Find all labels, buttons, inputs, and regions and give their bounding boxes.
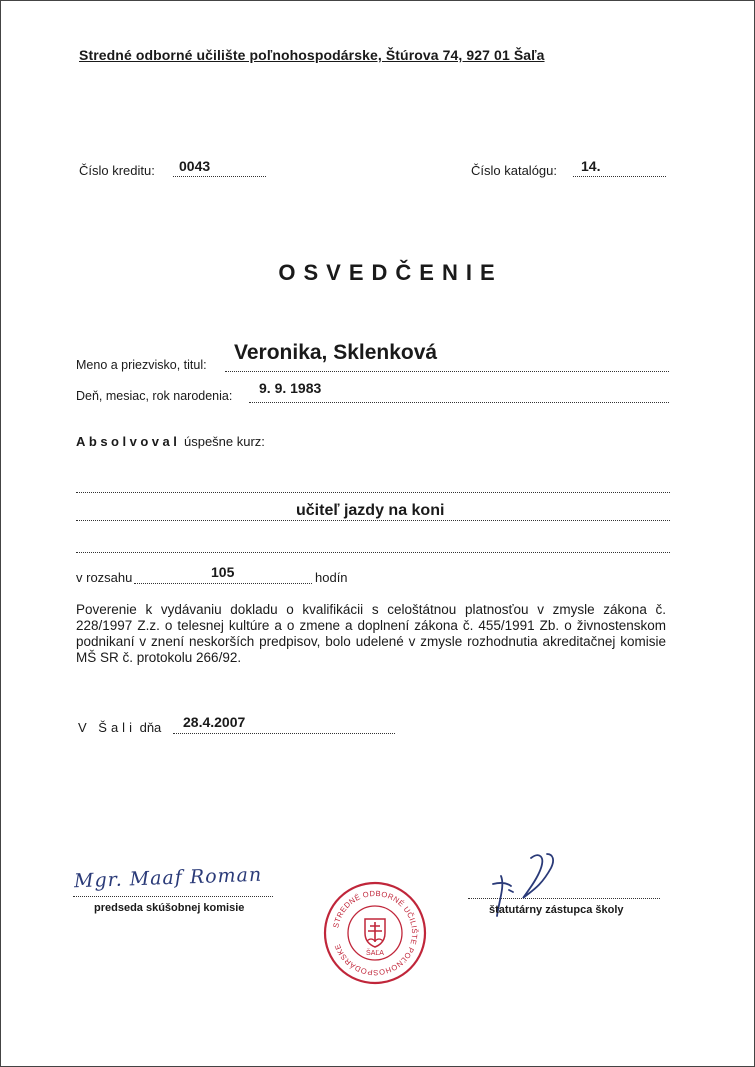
left-signature-line <box>73 896 273 897</box>
catalog-value: 14. <box>581 158 601 174</box>
school-stamp <box>323 881 427 985</box>
scope-value: 105 <box>211 564 235 580</box>
course-line-2 <box>76 520 670 521</box>
birth-dots <box>249 402 669 403</box>
name-dots <box>225 371 669 372</box>
scope-label: v rozsahu <box>76 570 133 585</box>
name-label: Meno a priezvisko, titul: <box>76 358 207 372</box>
completed-suffix: úspešne kurz: <box>183 434 265 449</box>
date-word: dňa <box>139 720 162 735</box>
stamp-coat-of-arms <box>365 919 385 947</box>
place-label: V Šali <box>78 720 136 735</box>
course-completed-label <box>76 434 265 449</box>
credit-value: 0043 <box>179 158 211 174</box>
place-date-label <box>78 720 161 735</box>
birth-label: Deň, mesiac, rok narodenia: <box>76 389 233 403</box>
birth-value: 9. 9. 1983 <box>259 380 322 396</box>
course-name: učiteľ jazdy na koni <box>296 502 445 519</box>
scope-dots <box>134 583 312 584</box>
stamp-ring-text: STREDNÉ ODBORNÉ UČILIŠTE POĽNOHOSPODÁRSKE <box>331 888 420 978</box>
completed-word: Absolvoval <box>76 434 181 449</box>
name-value: Veronika, Sklenková <box>234 341 438 364</box>
document-title: OSVEDČENIE <box>278 260 503 285</box>
left-signature-label: predseda skúšobnej komisie <box>94 902 245 914</box>
credit-dots <box>173 176 266 177</box>
stamp-city: ŠAĽA <box>366 950 384 957</box>
left-handwritten-signature: Mgr. Maaf Roman <box>73 863 263 893</box>
course-line-3 <box>76 552 670 553</box>
credit-label: Číslo kreditu: <box>79 163 155 178</box>
institution-header: Stredné odborné učilište poľnohospodárske, Štúrova 74, 927 01 Šaľa <box>79 47 545 63</box>
date-dots <box>173 733 395 734</box>
catalog-dots <box>573 176 666 177</box>
catalog-label: Číslo katalógu: <box>471 163 557 178</box>
right-signature-label: štatutárny zástupca školy <box>489 904 624 916</box>
course-line-1 <box>76 492 670 493</box>
authorization-paragraph: Poverenie k vydávaniu dokladu o kvalifikácii s celoštátnou platnosťou v zmysle zákona č. 228/1997 Z.z. o telesnej kultúre a o zmene a doplnení zákona č. 455/1991 Zb. o živnostenskom podnikaní v znení neskorších predpisov, bolo udelené v zmysle rozhodnutia akreditačnej komisie MŠ SR č. protokolu 266/92. <box>76 602 666 665</box>
scope-unit: hodín <box>315 570 348 585</box>
date-value: 28.4.2007 <box>183 714 246 730</box>
